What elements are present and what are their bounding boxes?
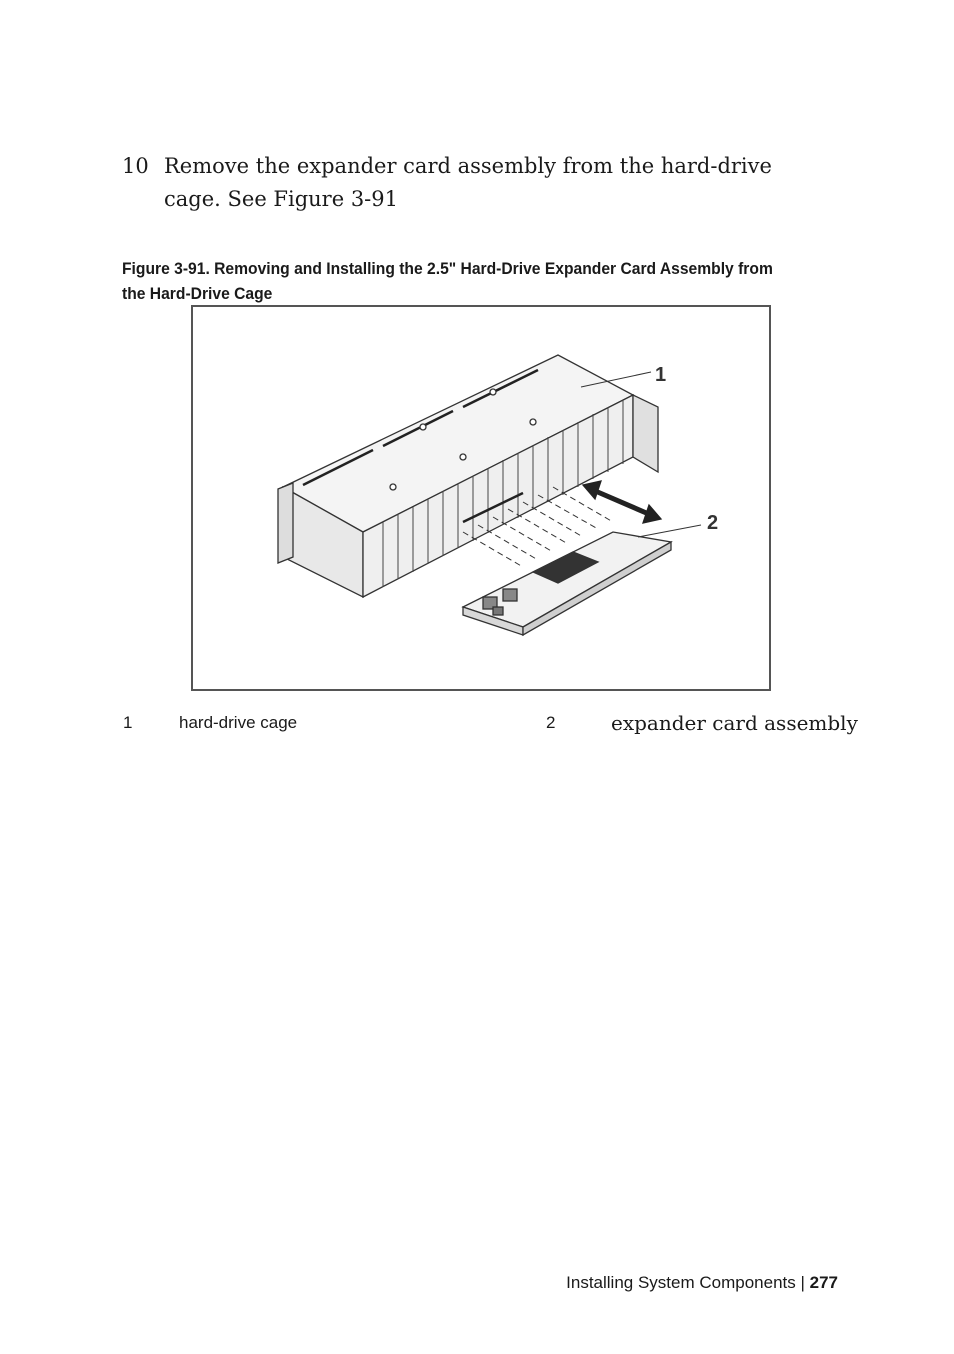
step-number: 10: [122, 154, 149, 178]
page-footer: [566, 1273, 838, 1293]
footer-section: Installing System Components |: [566, 1273, 810, 1292]
legend-number-2: 2: [546, 713, 556, 732]
hard-drive-cage-drawing: [278, 355, 671, 635]
page-number: 277: [809, 1273, 838, 1292]
legend-label-1: hard-drive cage: [179, 713, 298, 732]
legend-number-1: 1: [123, 713, 133, 732]
step-text: Remove the expander card assembly from the hard-drive cage. See Figure 3-91: [164, 154, 772, 211]
double-arrow: [583, 481, 661, 523]
figure-caption: Figure 3-91. Removing and Installing the 2.5" Hard-Drive Expander Card Assembly from the Hard-Drive Cage: [122, 259, 773, 303]
callout-2: 2: [707, 512, 719, 534]
figure-illustration: [191, 305, 771, 691]
legend-label-2: expander card assembly: [611, 711, 858, 735]
callout-1: 1: [655, 364, 667, 386]
